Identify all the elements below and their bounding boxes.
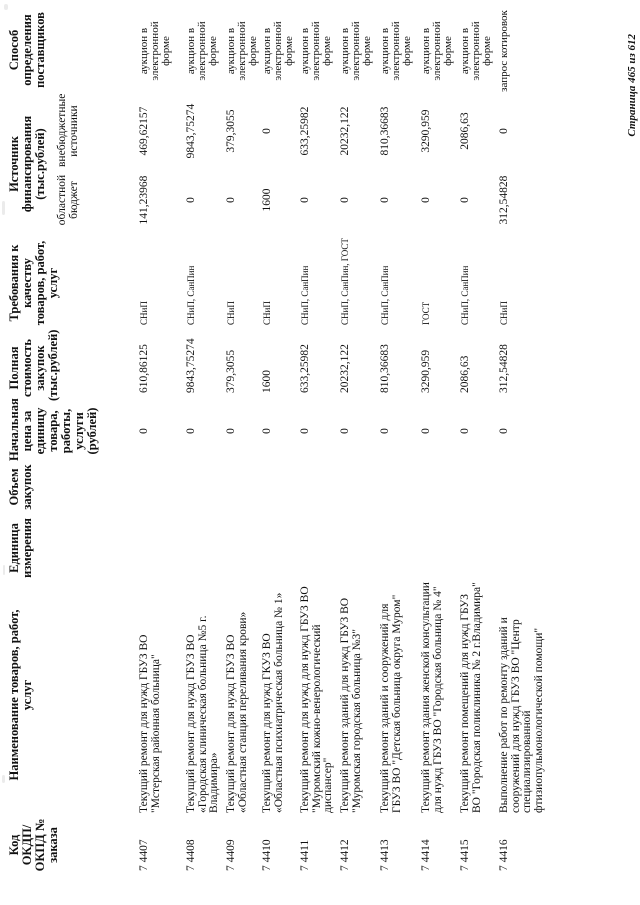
row-method: аукцион в электронной форме	[459, 21, 493, 81]
row-code: 7 4415	[459, 839, 471, 871]
scan-mark	[3, 565, 5, 575]
header-price: Начальная цена за единицу товара, работы, услуги (рублей)	[7, 398, 99, 461]
row-total: 633,25982	[299, 344, 311, 393]
row-price: 0	[185, 428, 197, 434]
row-total: 610,86125	[138, 344, 150, 393]
header-funding-regional: областной бюджет	[56, 174, 80, 226]
table-row	[224, 0, 264, 905]
table-row	[137, 0, 177, 905]
row-requirements: СНиП, СанПин	[186, 265, 196, 325]
table-row	[378, 0, 418, 905]
row-price: 0	[299, 428, 311, 434]
scan-mark	[2, 775, 5, 783]
row-regional: 0	[185, 197, 197, 203]
row-requirements: СНиП	[139, 301, 149, 325]
header-funding-external: внебюджетные источники	[56, 93, 80, 167]
header-unit: Единица измерения	[7, 518, 34, 578]
row-price: 0	[498, 428, 510, 434]
row-code: 7 4411	[299, 839, 311, 871]
row-requirements: СНиП, СанПин	[460, 265, 470, 325]
row-name: Текущий ремонт для нужд ГБУЗ ВО "Мстерская районная больница"	[138, 634, 162, 813]
row-total: 20232,122	[339, 344, 351, 393]
row-regional: 141,23968	[138, 175, 150, 225]
row-external: 20232,122	[339, 106, 351, 156]
row-method: аукцион в электронной форме	[225, 21, 259, 81]
row-total: 1600	[261, 370, 273, 393]
row-external: 3290,959	[420, 109, 432, 153]
row-method: аукцион в электронной форме	[185, 21, 219, 81]
row-requirements: СНиП, СанПин	[300, 265, 310, 325]
row-requirements: ГОСТ	[421, 301, 431, 325]
row-total: 312,54828	[498, 344, 510, 393]
row-regional: 0	[459, 197, 471, 203]
row-name: Текущий ремонт для нужд ГБУЗ ВО «Городская клиническая больница №5 г. Владимира»	[185, 615, 220, 813]
row-requirements: СНиП	[226, 301, 236, 325]
row-requirements: СНиП, СанПин	[380, 265, 390, 325]
row-regional: 0	[420, 197, 432, 203]
row-total: 3290,959	[420, 349, 432, 393]
row-total: 379,3055	[225, 349, 237, 393]
row-method: аукцион в электронной форме	[138, 21, 172, 81]
row-external: 2086,63	[459, 112, 471, 150]
row-code: 7 4408	[185, 839, 197, 871]
row-regional: 0	[225, 197, 237, 203]
row-name: Текущий ремонт для нужд для нужд ГБУЗ ВО "Муромский кожно-венерологический диспансер"	[299, 586, 334, 813]
row-total: 2086,63	[459, 355, 471, 393]
row-regional: 0	[339, 197, 351, 203]
row-code: 7 4410	[261, 839, 273, 871]
row-price: 0	[459, 428, 471, 434]
row-code: 7 4414	[420, 839, 432, 871]
row-total: 810,36683	[379, 344, 391, 393]
table-row	[260, 0, 300, 905]
scan-mark	[4, 4, 8, 10]
header-total: Полная стоимость закупок (тыс.рублей)	[7, 329, 60, 401]
row-name: Текущий ремонт для нужд ГКУЗ ВО «Областная психиатрическая больница № 1»	[261, 592, 285, 813]
header-name: Наименование товаров, работ, услуг	[7, 609, 34, 781]
row-method: аукцион в электронной форме	[420, 21, 454, 81]
row-external: 633,25982	[299, 106, 311, 156]
row-code: 7 4416	[498, 839, 510, 871]
row-regional: 0	[299, 197, 311, 203]
row-method: аукцион в электронной форме	[339, 21, 373, 81]
row-method: аукцион в электронной форме	[261, 21, 295, 81]
row-price: 0	[339, 428, 351, 434]
row-code: 7 4407	[138, 839, 150, 871]
row-name: Текущий ремонт зданий для нужд ГБУЗ ВО "Муромская городская больница №3"	[339, 597, 363, 813]
row-total: 9843,75274	[185, 338, 197, 393]
page-number: Страница 465 из 612	[626, 34, 638, 137]
row-external: 9843,75274	[185, 103, 197, 159]
table-row	[338, 0, 378, 905]
table-row	[298, 0, 338, 905]
row-name: Текущий ремонт помещений для нужд ГБУЗ ВО "Городская поликлиника № 2 г.Владимира"	[459, 582, 483, 813]
header-volume: Объем закупок	[7, 464, 34, 510]
row-external: 0	[261, 128, 273, 134]
row-external: 0	[498, 128, 510, 134]
row-external: 469,62157	[138, 106, 150, 156]
row-regional: 1600	[261, 188, 273, 212]
row-name: Текущий ремонт здания женской консультации для нужд ГБУЗ ВО "Городская больница № 4"	[420, 582, 444, 813]
row-price: 0	[379, 428, 391, 434]
row-external: 810,36683	[379, 106, 391, 156]
row-price: 0	[225, 428, 237, 434]
row-price: 0	[138, 428, 150, 434]
header-funding: Источник финансирования (тыс.рублей)	[7, 115, 47, 213]
table-row	[419, 0, 459, 905]
row-requirements: СНиП	[499, 301, 509, 325]
row-regional: 0	[379, 197, 391, 203]
table-row	[497, 0, 545, 905]
row-external: 379,3055	[225, 109, 237, 153]
row-method: аукцион в электронной форме	[299, 21, 333, 81]
row-code: 7 4409	[225, 839, 237, 871]
row-price: 0	[261, 428, 273, 434]
row-regional: 312,54828	[498, 175, 510, 225]
table-row	[184, 0, 224, 905]
row-code: 7 4413	[379, 839, 391, 871]
row-requirements: СНиП	[262, 301, 272, 325]
scan-mark	[2, 201, 5, 215]
row-code: 7 4412	[339, 839, 351, 871]
row-price: 0	[420, 428, 432, 434]
row-method: запрос котировок	[498, 10, 510, 92]
header-code: Код ОКДП/ ОКПД № заказа	[7, 818, 60, 872]
header-method: Способ определения поставщиков	[7, 12, 47, 88]
row-requirements: СНиП, СанПин, ГОСТ	[340, 238, 350, 325]
row-name: Текущий ремонт для нужд ГБУЗ ВО «Областная станция переливания крови»	[225, 611, 249, 813]
header-requirements: Требования к качеству товаров, работ, услуг	[7, 240, 60, 326]
row-name: Выполнение работ по ремонту зданий и сооружений для нужд ГБУЗ ВО "Центр специализированной фтизиопульмонологической помощи"	[498, 617, 545, 813]
table-row	[458, 0, 498, 905]
row-method: аукцион в электронной форме	[379, 21, 413, 81]
row-name: Текущий ремонт зданий и сооружений для ГБУЗ ВО "Детская больница округа Муром"	[379, 594, 403, 813]
